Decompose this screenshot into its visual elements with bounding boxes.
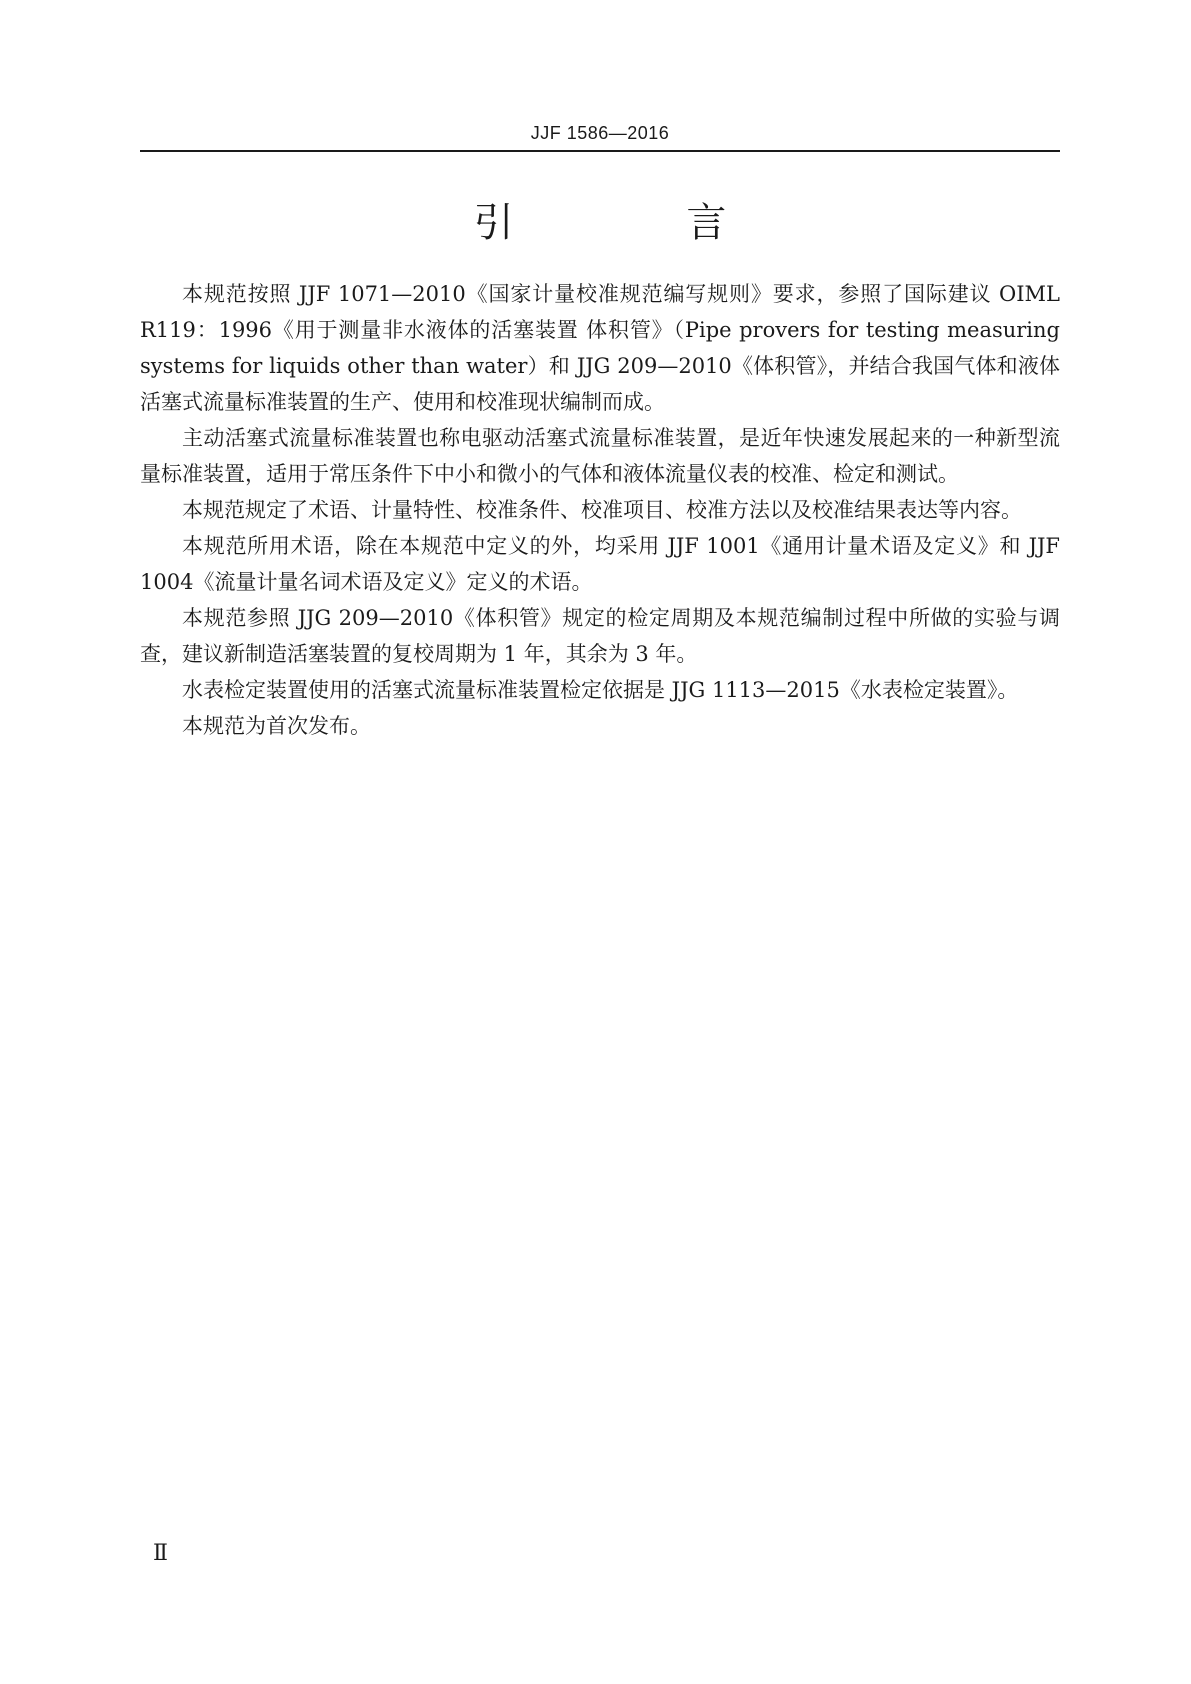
paragraph-device-description: 主动活塞式流量标准装置也称电驱动活塞式流量标准装置，是近年快速发展起来的一种新型流量标准装置，适用于常压条件下中小和微小的气体和液体流量仪表的校准、检定和测试。 [140, 426, 1060, 486]
paragraph-scope: 本规范规定了术语、计量特性、校准条件、校准项目、校准方法以及校准结果表达等内容。 [182, 498, 1022, 522]
paragraph-terms: 本规范所用术语，除在本规范中定义的外，均采用 JJF 1001《通用计量术语及定义》和 JJF 1004《流量计量名词术语及定义》定义的术语。 [140, 534, 1060, 594]
page-number: Ⅱ [153, 1541, 168, 1566]
paragraph-basis: 本规范按照 JJF 1071—2010《国家计量校准规范编写规则》要求，参照了国际建议 OIML R119：1996《用于测量非水液体的活塞装置 体积管》（Pipe provers for testing measuring systems for liquids other than water）和 JJG 209—2010《体积管》，并结合我国气体和液体活塞式流量标准装置的生产、使用和校准现状编制而成。 [140, 282, 1060, 414]
paragraph-water-meter: 水表检定装置使用的活塞式流量标准装置检定依据是 JJG 1113—2015《水表检定装置》。 [182, 678, 1019, 702]
paragraph-calibration-interval: 本规范参照 JJG 209—2010《体积管》规定的检定周期及本规范编制过程中所做的实验与调查，建议新制造活塞装置的复校周期为 1 年，其余为 3 年。 [140, 606, 1060, 666]
standard-code-header: JJF 1586—2016 [530, 123, 670, 143]
header-divider [140, 150, 1060, 152]
paragraph-first-release: 本规范为首次发布。 [182, 714, 371, 738]
body-text [140, 276, 1060, 744]
page-title: 引 言 [473, 200, 807, 246]
